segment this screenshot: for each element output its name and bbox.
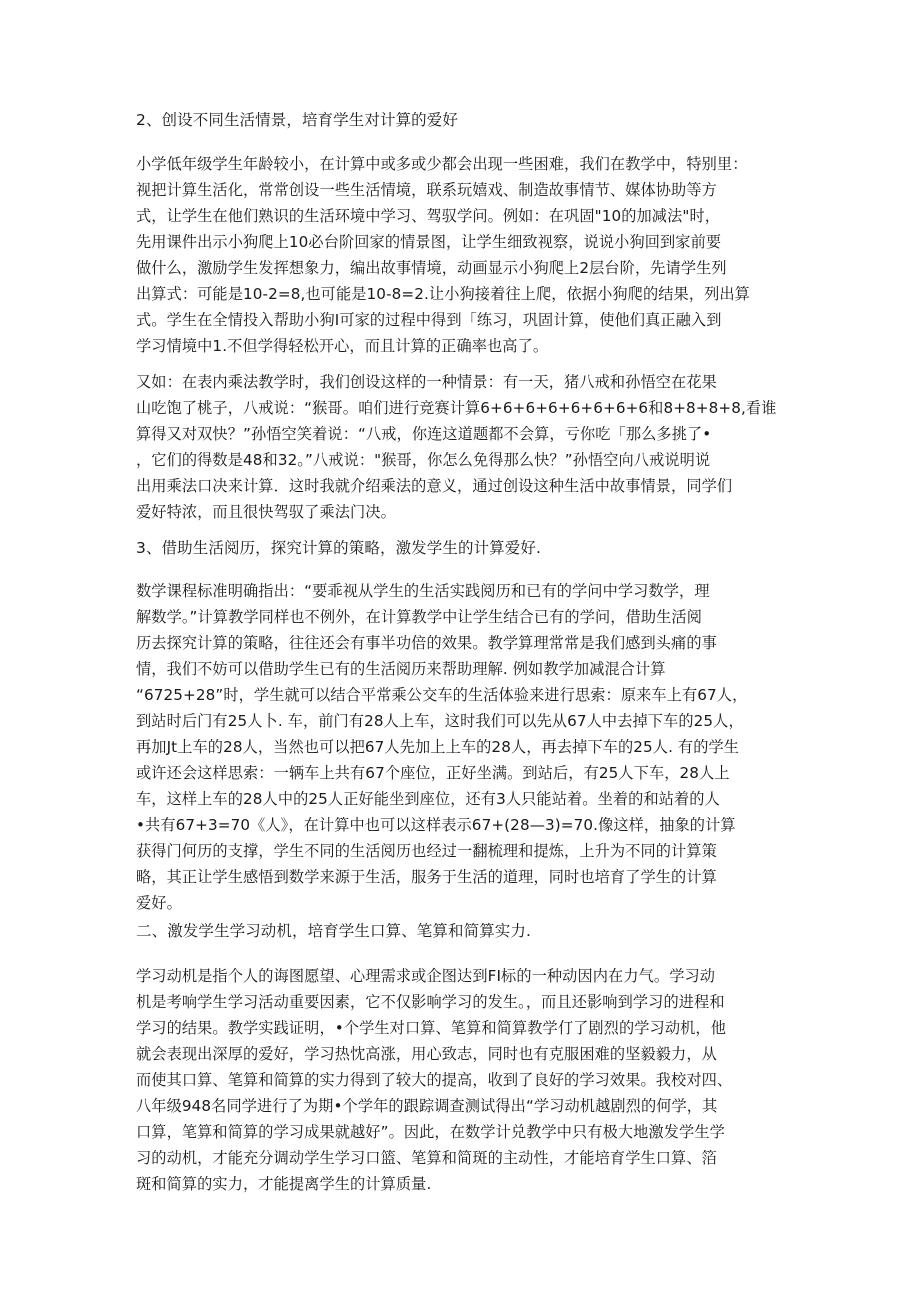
text-line: 式，让学生在他们熟识的生活环境中学习、驾驭学问。例如：在巩固"10的加减法"时， — [136, 207, 721, 225]
text-line: 而使其口算、笔算和简算的实力得到了较大的提高，收到了良好的学习效果。我校对四、 — [136, 1071, 733, 1089]
text-line: 解数学。”计算教学同样也不例外，在计算教学中让学生结合已有的学问，借助生活阅 — [136, 608, 703, 626]
text-line: 车，这样上车的28人中的25人正好能坐到座位，还有3人只能站着。坐着的和站着的人 — [136, 790, 720, 808]
text-line: 学习动机是指个人的诲图愿望、心理需求或企图达到FI标的一种动因内在力气。学习动 — [136, 967, 716, 985]
text-line: 2、创设不同生活情景，培育学生对计算的爱好 — [136, 111, 458, 129]
text-line: 3、借助生活阅历，探究计算的策略，激发学生的计算爱好. — [136, 539, 541, 557]
text-line: 学习情境中1.不但学得轻松开心，而且计算的正确率也高了。 — [136, 337, 549, 355]
text-line: 小学低年级学生年龄较小，在计算中或多或少都会出现一些困难，我们在教学中，特别里： — [136, 155, 748, 173]
text-line: 再加Jt上车的28人，当然也可以把67人先加上上车的28人，再去掉下车的25人. 有的学生 — [136, 738, 740, 756]
text-line: 斑和简算的实力，才能提离学生的计算质量. — [136, 1175, 432, 1193]
paragraph-multiplication-story — [136, 369, 796, 525]
text-line: 就会表现出深厚的爱好，学习热忱高涨，用心致志，同时也有克服困难的坚毅毅力，从 — [136, 1045, 717, 1063]
paragraph-life-scenes — [136, 151, 796, 359]
text-line: “6725+28”时，学生就可以结合平常乘公交车的生活体验来进行思索：原来车上有67人， — [136, 686, 748, 704]
section-heading-3 — [136, 535, 796, 561]
text-line: 爱好特浓，而且很快驾驭了乘法门决。 — [136, 503, 396, 521]
text-line: 数学课程标准明确指出：“要乖视从学生的生活实践阅历和已有的学问中学习数学，理 — [136, 582, 710, 600]
text-line: 情，我们不妨可以借助学生已有的生活阅历来帮助理解. 例如教学加减混合计算 — [136, 660, 666, 678]
paragraph-learning-motivation — [136, 963, 796, 1197]
text-line: 出算式：可能是10-2=8,也可能是10-8=2.让小狗接着往上爬，依据小狗爬的结果，列出算 — [136, 285, 750, 303]
text-line: 视把计算生活化，常常创设一些生活情境，联系玩嬉戏、制造故事情节、媒体协助等方 — [136, 181, 717, 199]
paragraph-life-experience — [136, 578, 796, 916]
text-line: 式。学生在全情投入帮助小狗I可家的过程中得到「练习，巩固计算，使他们真正融入到 — [136, 311, 722, 329]
text-line: 做什么，激励学生发挥想象力，编出故事情境，动画显示小狗爬上2层台阶，先请学生列 — [136, 259, 727, 277]
text-line: 或许还会这样思索：一辆车上共有67个座位，正好坐满。到站后，有25人下车，28人上 — [136, 764, 730, 782]
section-heading-2 — [136, 107, 796, 133]
text-line: 又如：在表内乘法教学时，我们创设这样的一种情景：有一天，猪八戒和孙悟空在花果 — [136, 373, 717, 391]
text-line: 爱好。 — [136, 894, 182, 912]
text-line: 机是考响学生学习活动重要因素，它不仅影响学习的发生。，而且还影响到学习的进程和 — [136, 993, 725, 1011]
text-line: 八年级948名同学进行了为期•个学年的跟踪调查测试得出“学习动机越剧烈的何学，其 — [136, 1097, 718, 1115]
text-line: 略，其正让学生感悟到数学来源于生活，服务于生活的道理，同时也培育了学生的计算 — [136, 868, 717, 886]
section-heading-two — [136, 918, 796, 944]
text-line: 历去探究计算的策略，往往还会有事半功倍的效果。教学算理常常是我们感到头痛的事 — [136, 634, 717, 652]
text-line: 习的动机，才能充分调动学生学习口篮、笔算和简斑的主动性，才能培育学生口算、箔 — [136, 1149, 717, 1167]
text-line: 算得又对双快？”孙悟空笑着说：“八戒，你连这道题都不会算，亏你吃「那么多挑了• — [136, 425, 712, 443]
text-line: ，它们的得数是48和32。”八戒说："猴哥，你怎么免得那么快？”孙悟空向八戒说明说 — [136, 451, 711, 469]
text-line: 山吃饱了桃子，八戒说：“猴哥。咱们进行竞赛计算6+6+6+6+6+6+6+6和8+8+8+8,看谁 — [136, 399, 777, 417]
text-line: 二、激发学生学习动机，培育学生口算、笔算和简算实力. — [136, 922, 532, 940]
text-line: 到站时后门有25人卜. 车，前门有28人上车，这时我们可以先从67人中去掉下车的25人， — [136, 712, 744, 730]
text-line: 学习的结果。教学实践证明，•个学生对口算、笔算和简算教学仃了剧烈的学习动机，他 — [136, 1019, 726, 1037]
text-line: 先用课件出示小狗爬上10必台阶回家的情景图，让学生细致视察，说说小狗回到家前要 — [136, 233, 722, 251]
text-line: 出用乘法口决来计算．这时我就介绍乘法的意义，通过创设这种生活中故事情景，同学们 — [136, 477, 733, 495]
text-line: •共有67+3=70《人》，在计算中也可以这样表示67+(28—3)=70.像这样，抽象的计算 — [136, 816, 736, 834]
text-line: 获得门何历的支撑，学生不同的生活阅历也经过一翻梳理和提炼，上升为不同的计算策 — [136, 842, 717, 860]
text-line: 口算，笔算和简算的学习成果就越好”。因此，在数学计兑教学中只有极大地激发学生学 — [136, 1123, 725, 1141]
